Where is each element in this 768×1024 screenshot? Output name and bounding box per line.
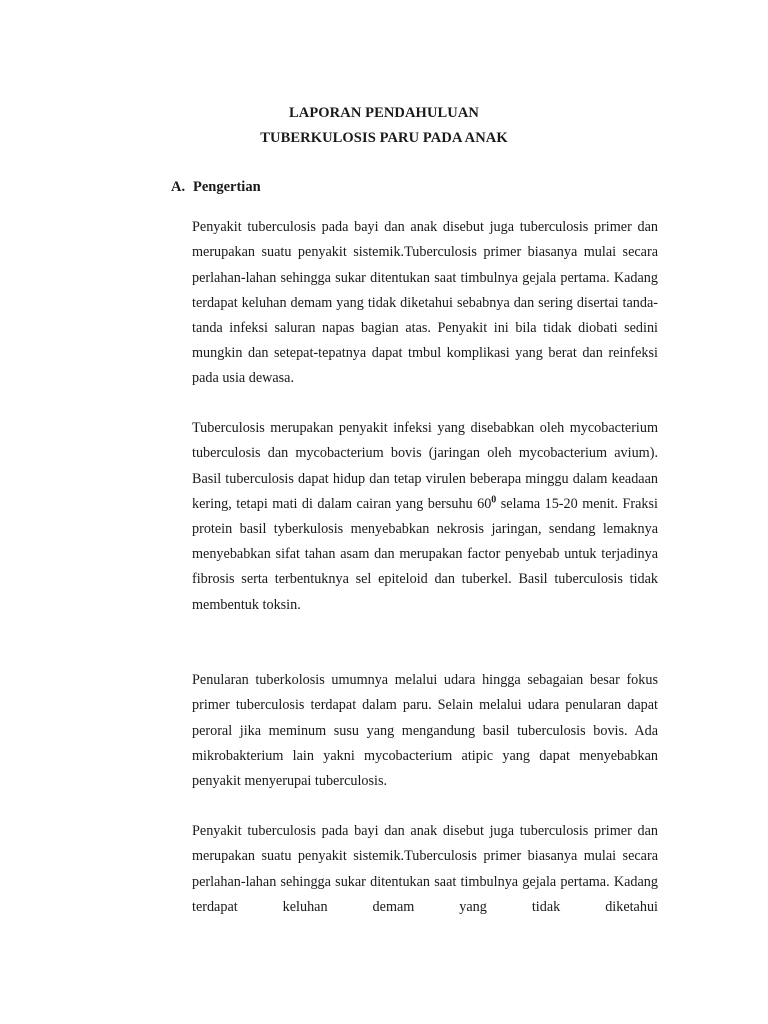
paragraph-4-text: Penyakit tuberculosis pada bayi dan anak disebut juga tuberculosis primer dan merupakan suatu penyakit sistemik.Tuberculosis primer biasanya mulai secara perlahan-lahan sehingga sukar ditentukan saat timbulnya gejala pertama. Kadang terdapat keluhan demam yang tidak diketahui [192, 823, 658, 915]
paragraph-1-text: Penyakit tuberculosis pada bayi dan anak disebut juga tuberculosis primer dan merupakan suatu penyakit sistemik.Tuberculosis primer biasanya mulai secara perlahan-lahan sehingga sukar ditentukan saat timbulnya gejala pertama. Kadang terdapat keluhan demam yang tidak diketahui sebabnya dan sering disertai tanda-tanda infeksi saluran napas bagian atas. Penyakit ini bila tidak diobati sedini mungkin dan setepat-tepatnya dapat tmbul komplikasi yang berat dan reinfeksi pada usia dewasa. [192, 219, 658, 387]
paragraph-4 [192, 805, 658, 934]
paragraph-1 [192, 201, 658, 406]
paragraph-2-text-a: Tuberculosis merupakan penyakit infeksi yang disebabkan oleh mycobacterium tuberculosis dan mycobacterium bovis (jaringan oleh mycobacterium avium). Basil tuberculosis dapat hidup dan tetap virulen beberapa minggu dalam keadaan kering, tetapi mati di dalam cairan yang bersuhu 60 [192, 420, 658, 512]
section-heading-text: Pengertian [193, 179, 261, 195]
section-heading [171, 176, 261, 198]
title-line-1: LAPORAN PENDAHULUAN [289, 105, 479, 121]
degree-superscript: 0 [491, 494, 497, 506]
title-line-2: TUBERKULOSIS PARU PADA ANAK [260, 130, 508, 146]
paragraph-2-text-b: selama 15-20 menit. Fraksi protein basil tyberkulosis menyebabkan nekrosis jaringan, sendang lemaknya menyebabkan sifat tahan asam dan merupakan factor penyebab untuk terjadinya fibrosis serta terbentuknya sel epiteloid dan tuberkel. Basil tuberculosis tidak membentuk toksin. [192, 495, 658, 613]
paragraph-3-text: Penularan tuberkolosis umumnya melalui udara hingga sebagaian besar fokus primer tuberculosis terdapat dalam paru. Selain melalui udara penularan dapat peroral jika meminum susu yang mengandung basil tuberculosis bovis. Ada mikrobakterium lain yakni mycobacterium atipic yang dapat menyebabkan penyakit menyerupai tuberculosis. [192, 672, 658, 789]
paragraph-3 [192, 654, 658, 808]
paragraph-2 [192, 402, 658, 632]
paragraph-2-text [192, 416, 658, 618]
document-title [0, 101, 768, 151]
section-letter: A. [171, 179, 186, 195]
